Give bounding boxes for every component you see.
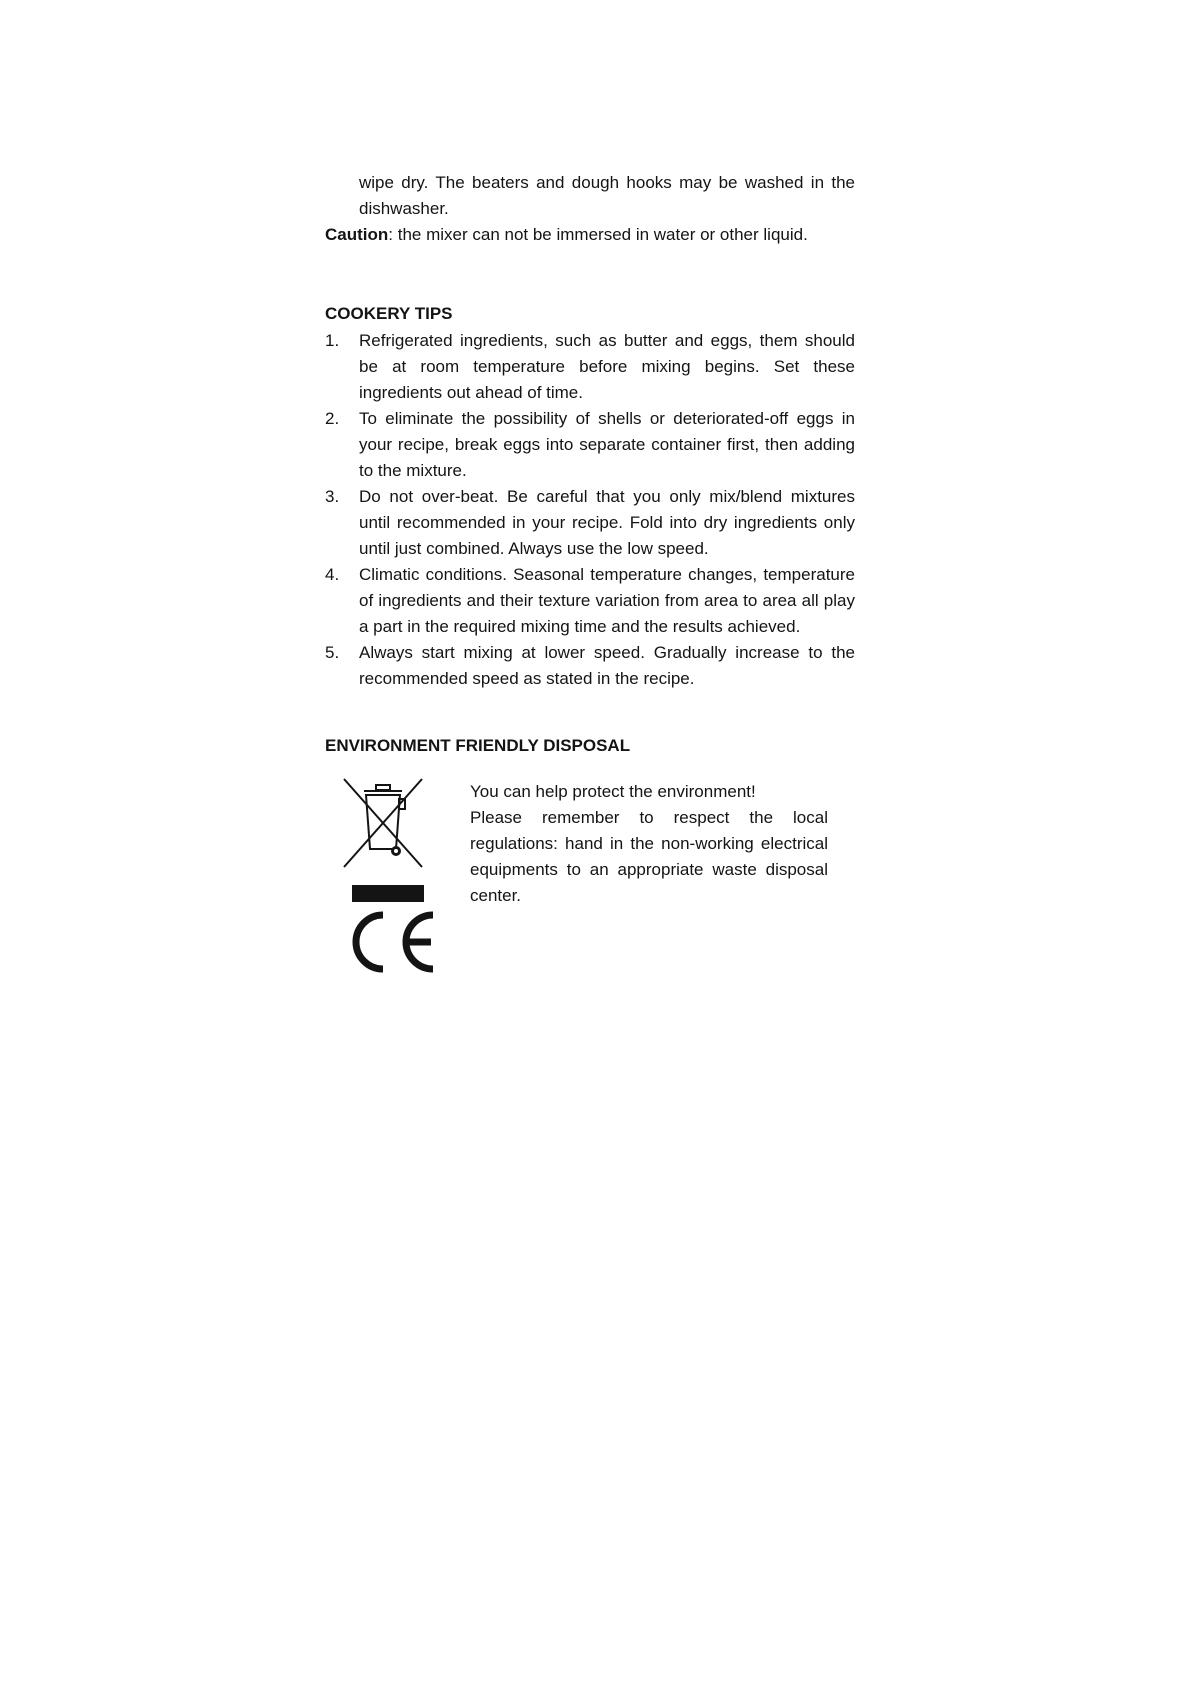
- list-item-number: 2.: [325, 409, 340, 428]
- disposal-section: [325, 767, 855, 987]
- separate-collection-bar-icon: [352, 885, 424, 902]
- list-item: [325, 328, 855, 406]
- disposal-heading: ENVIRONMENT FRIENDLY DISPOSAL: [325, 736, 631, 755]
- disposal-line-1: You can help protect the environment!: [470, 782, 756, 801]
- list-item-text: To eliminate the possibility of shells or deteriorated-off eggs in your recipe, break eggs into separate container first, then adding to the mixture.: [359, 409, 855, 480]
- list-item-number: 4.: [325, 565, 340, 584]
- manual-page: [325, 170, 855, 987]
- list-item-number: 5.: [325, 643, 340, 662]
- list-item-number: 3.: [325, 487, 340, 506]
- caution-text: : the mixer can not be immersed in water or other liquid.: [388, 225, 808, 244]
- list-item-number: 1.: [325, 331, 340, 350]
- list-item: [325, 484, 855, 562]
- list-item: [325, 640, 855, 692]
- cleaning-continued-text: wipe dry. The beaters and dough hooks may be washed in the dishwasher.: [359, 173, 855, 218]
- disposal-line-2: Please remember to respect the local regulations: hand in the non-working electrical equipments to an appropriate waste disposal center.: [470, 808, 828, 905]
- list-item-text: Do not over-beat. Be careful that you only mix/blend mixtures until recommended in your recipe. Fold into dry ingredients only until just combined. Always use the low speed.: [359, 487, 855, 558]
- cookery-tips-heading: COOKERY TIPS: [325, 304, 453, 323]
- disposal-text: [470, 779, 828, 909]
- list-item-text: Climatic conditions. Seasonal temperature changes, temperature of ingredients and their texture variation from area to area all play a part in the required mixing time and the results achieved.: [359, 565, 855, 636]
- list-item: [325, 562, 855, 640]
- list-item: [325, 406, 855, 484]
- caution-label: Caution: [325, 225, 389, 244]
- list-item-text: Refrigerated ingredients, such as butter and eggs, them should be at room temperature before mixing begins. Set these ingredients out ahead of time.: [359, 331, 855, 402]
- crossed-out-wheelie-bin-icon: [342, 777, 424, 869]
- ce-mark-icon: [339, 907, 439, 977]
- list-item-text: Always start mixing at lower speed. Gradually increase to the recommended speed as stated in the recipe.: [359, 643, 855, 688]
- cookery-tips-list: [325, 328, 855, 692]
- caution-note: [325, 222, 855, 248]
